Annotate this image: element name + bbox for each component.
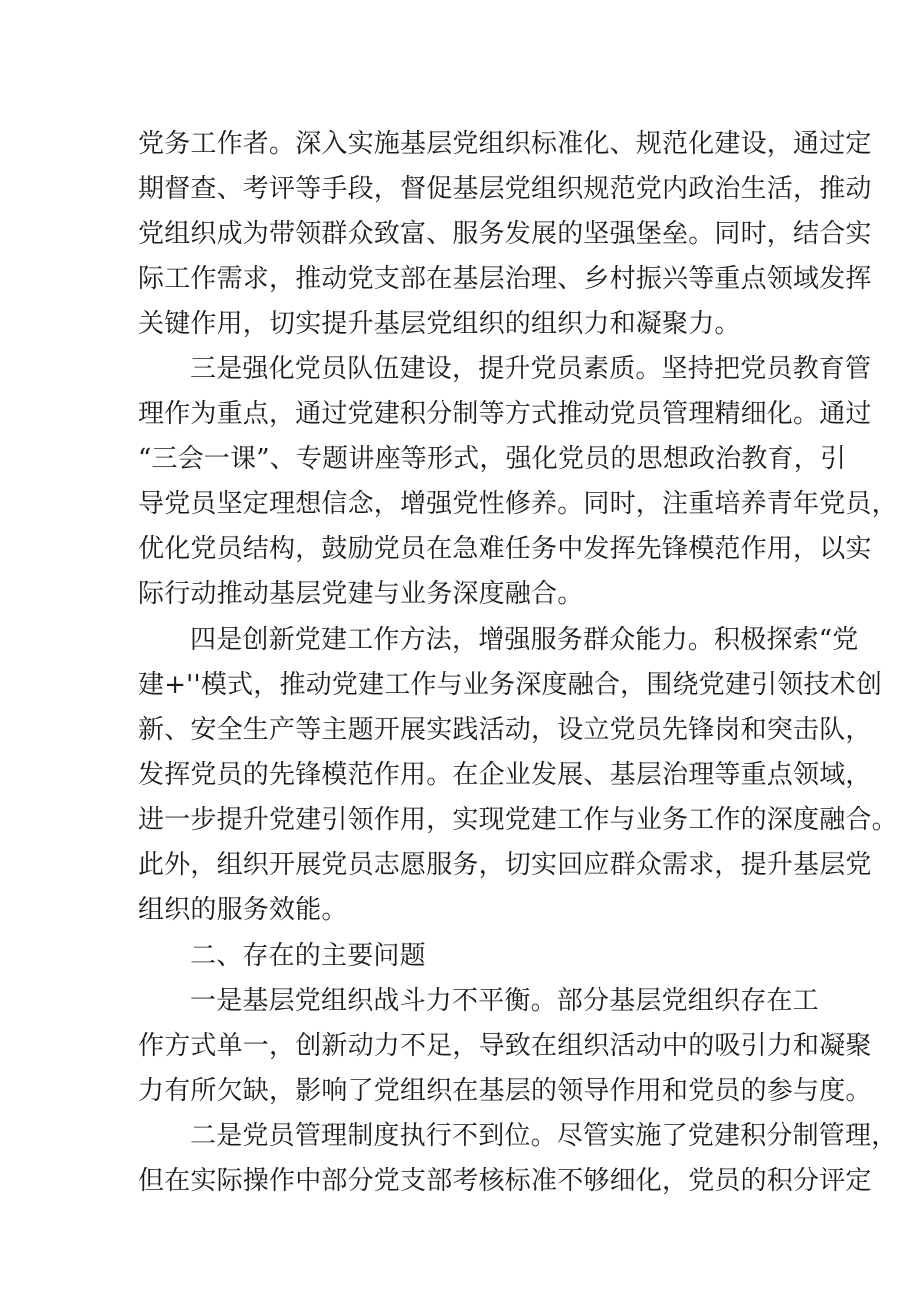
text-line: 建+''模式，推动党建工作与业务深度融合，围绕党建引领技术创 xyxy=(138,670,883,700)
text-line: 际工作需求，推动党支部在基层治理、乡村振兴等重点领域发挥 xyxy=(138,264,872,294)
text-line: 导党员坚定理想信念，增强党性修养。同时，注重培养青年党员， xyxy=(138,489,898,519)
paragraph-start-line: 二是党员管理制度执行不到位。尽管实施了党建积分制管理， xyxy=(190,1121,898,1151)
text-line: 进一步提升党建引领作用，实现党建工作与业务工作的深度融合。 xyxy=(138,805,898,835)
text-line: 力有所欠缺，影响了党组织在基层的领导作用和党员的参与度。 xyxy=(138,1076,872,1106)
text-line: 但在实际操作中部分党支部考核标准不够细化，党员的积分评定 xyxy=(138,1166,872,1196)
paragraph-start-line: 一是基层党组织战斗力不平衡。部分基层党组织存在工 xyxy=(190,986,819,1016)
text-line: 党务工作者。深入实施基层党组织标准化、规范化建设，通过定 xyxy=(138,129,872,159)
text-line: 关键作用，切实提升基层党组织的组织力和凝聚力。 xyxy=(138,309,741,339)
text-line: 新、安全生产等主题开展实践活动，设立党员先锋岗和突击队， xyxy=(138,715,872,745)
text-line: 期督查、考评等手段，督促基层党组织规范党内政治生活，推动 xyxy=(138,174,872,204)
text-line: 作方式单一，创新动力不足，导致在组织活动中的吸引力和凝聚 xyxy=(138,1031,872,1061)
text-line: 发挥党员的先锋模范作用。在企业发展、基层治理等重点领域， xyxy=(138,760,872,790)
section-heading: 二、存在的主要问题 xyxy=(190,941,426,971)
text-line: 此外，组织开展党员志愿服务，切实回应群众需求，提升基层党 xyxy=(138,850,872,880)
text-line: “三会一课”、专题讲座等形式，强化党员的思想政治教育，引 xyxy=(138,444,847,474)
text-line: 党组织成为带领群众致富、服务发展的坚强堡垒。同时，结合实 xyxy=(138,219,872,249)
text-line: 组织的服务效能。 xyxy=(138,895,348,925)
paragraph-start-line: 三是强化党员队伍建设，提升党员素质。坚持把党员教育管 xyxy=(190,354,872,384)
text-line: 优化党员结构，鼓励党员在急难任务中发挥先锋模范作用，以实 xyxy=(138,534,872,564)
text-line: 理作为重点，通过党建积分制等方式推动党员管理精细化。通过 xyxy=(138,399,872,429)
paragraph-start-line: 四是创新党建工作方法，增强服务群众能力。积极探索“党 xyxy=(190,625,859,655)
text-line: 际行动推动基层党建与业务深度融合。 xyxy=(138,579,584,609)
